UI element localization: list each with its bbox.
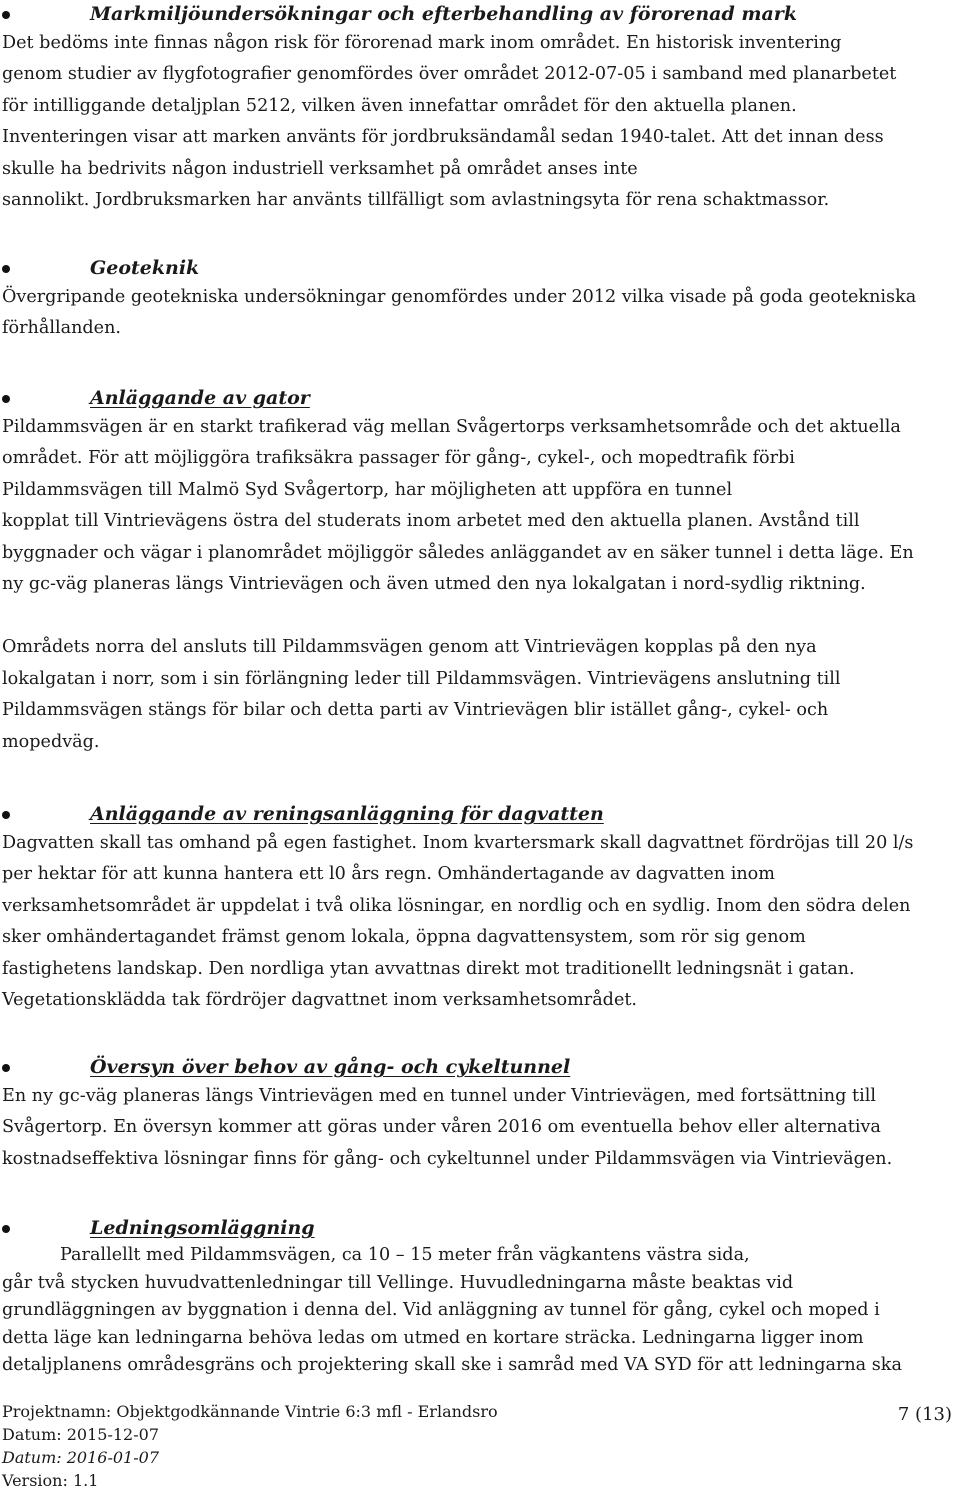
paragraph xyxy=(0,1081,960,1175)
footer-project: Projektnamn: Objektgodkännande Vintrie 6:3 mfl - Erlandsro xyxy=(2,1402,498,1421)
bullet-icon xyxy=(2,1064,10,1072)
text-line: går två stycken huvudvattenledningar till Vellinge. Huvudledningarna måste beaktas vid xyxy=(2,1272,794,1293)
text-line: grundläggningen av byggnation i denna del. Vid anläggning av tunnel för gång, cykel och moped i xyxy=(2,1300,880,1320)
section-gator xyxy=(0,384,960,758)
text-line: Dagvatten skall tas omhand på egen fastighet. Inom kvartersmark skall dagvattnet fördröjas till 20 l/s xyxy=(2,833,914,853)
section-heading xyxy=(0,800,960,828)
text-line: Pildammsvägen till Malmö Syd Svågertorp, har möjligheten att uppföra en tunnel xyxy=(2,479,733,500)
text-line: Övergripande geotekniska undersökningar genomfördes under 2012 vilka visade på goda geotekniska xyxy=(2,287,917,307)
heading-text: Geoteknik xyxy=(90,257,200,279)
paragraph xyxy=(0,412,960,600)
footer-date-revised: Datum: 2016-01-07 xyxy=(2,1448,159,1467)
text-line: detaljplanens områdesgräns och projektering skall ske i samråd med VA SYD för att ledningarna ska xyxy=(2,1355,902,1375)
text-line: Det bedöms inte finnas någon risk för förorenad mark inom området. En historisk inventering xyxy=(2,33,842,53)
text-line: Pildammsvägen stängs för bilar och detta parti av Vintrievägen blir istället gång-, cykel- och xyxy=(2,700,829,721)
text-line: byggnader och vägar i planområdet möjliggör således anläggandet av en säker tunnel i detta läge. En xyxy=(2,542,914,563)
text-line: En ny gc-väg planeras längs Vintrievägen med en tunnel under Vintrievägen, med fortsättning till xyxy=(2,1086,876,1106)
text-line: kostnadseffektiva lösningar finns för gång- och cykeltunnel under Pildammsvägen via Vintrievägen. xyxy=(2,1148,893,1169)
text-line: Svågertorp. En översyn kommer att göras under våren 2016 om eventuella behov eller alternativa xyxy=(2,1117,881,1138)
text-line: Vegetationsklädda tak fördröjer dagvattnet inom verksamhetsområdet. xyxy=(2,990,638,1011)
section-heading xyxy=(0,254,960,282)
text-line: skulle ha bedrivits någon industriell verksamhet på området anses inte xyxy=(2,158,638,179)
text-line: lokalgatan i norr, som i sin förlängning leder till Pildammsvägen. Vintrievägens anslutning till xyxy=(2,668,841,689)
heading-text: Ledningsomläggning xyxy=(90,1217,315,1239)
text-line: kopplat till Vintrievägens östra del studerats inom arbetet med den aktuella planen. Avstånd till xyxy=(2,511,860,532)
bullet-icon xyxy=(2,811,10,819)
text-line: sker omhändertagandet främst genom lokala, öppna dagvattensystem, som rör sig genom xyxy=(2,927,806,948)
paragraph xyxy=(0,28,960,216)
section-heading xyxy=(0,1214,960,1242)
paragraph xyxy=(0,282,960,345)
paragraph xyxy=(0,1242,960,1380)
footer-version: Version: 1.1 xyxy=(2,1471,99,1490)
text-line: Inventeringen visar att marken använts för jordbruksändamål sedan 1940-talet. Att det innan dess xyxy=(2,127,884,148)
section-heading xyxy=(0,384,960,412)
heading-text: Markmiljöundersökningar och efterbehandling av förorenad mark xyxy=(90,3,797,25)
text-line: ny gc-väg planeras längs Vintrievägen och även utmed den nya lokalgatan i nord-sydlig riktning. xyxy=(2,574,866,595)
section-tunnel xyxy=(0,1053,960,1175)
paragraph xyxy=(0,828,960,1016)
section-ledningar xyxy=(0,1214,960,1380)
text-line: genom studier av flygfotografier genomfördes över området 2012-07-05 i samband med planarbetet xyxy=(2,64,897,85)
text-line: mopedväg. xyxy=(2,731,100,752)
page-number: 7 (13) xyxy=(897,1404,952,1425)
page-footer xyxy=(2,1400,498,1492)
text-line: detta läge kan ledningarna behöva ledas om utmed en kortare sträcka. Ledningarna ligger inom xyxy=(2,1327,864,1348)
text-line: Parallellt med Pildammsvägen, ca 10 – 15 meter från vägkantens västra sida, xyxy=(60,1245,750,1265)
text-line: området. För att möjliggöra trafiksäkra passager för gång-, cykel-, och mopedtrafik förbi xyxy=(2,448,795,469)
bullet-icon xyxy=(2,265,10,273)
bullet-icon xyxy=(2,11,10,19)
heading-text: Anläggande av gator xyxy=(90,387,310,409)
text-line: Pildammsvägen är en starkt trafikerad väg mellan Svågertorps verksamhetsområde och det aktuella xyxy=(2,417,901,437)
heading-text: Översyn över behov av gång- och cykeltunnel xyxy=(90,1056,571,1078)
text-line: Områdets norra del ansluts till Pildammsvägen genom att Vintrievägen kopplas på den nya xyxy=(2,637,817,658)
text-line: för intilliggande detaljplan 5212, vilken även innefattar området för den aktuella planen. xyxy=(2,95,797,116)
section-heading xyxy=(0,1053,960,1081)
text-line: verksamhetsområdet är uppdelat i två olika lösningar, en nordlig och en sydlig. Inom den södra delen xyxy=(2,895,911,916)
section-heading xyxy=(0,0,960,28)
section-geoteknik xyxy=(0,254,960,345)
text-line: sannolikt. Jordbruksmarken har använts tillfälligt som avlastningsyta för rena schaktmassor. xyxy=(2,190,830,211)
text-line: fastighetens landskap. Den nordliga ytan avvattnas direkt mot traditionellt ledningsnät i gatan. xyxy=(2,958,855,979)
section-dagvatten xyxy=(0,800,960,1016)
footer-date: Datum: 2015-12-07 xyxy=(2,1425,159,1444)
bullet-icon xyxy=(2,395,10,403)
paragraph xyxy=(0,632,960,758)
text-line: förhållanden. xyxy=(2,318,122,339)
heading-text: Anläggande av reningsanläggning för dagvatten xyxy=(90,803,604,825)
text-line: per hektar för att kunna hantera ett l0 års regn. Omhändertagande av dagvatten inom xyxy=(2,864,775,885)
section-markmiljo xyxy=(0,0,960,216)
bullet-icon xyxy=(2,1225,10,1233)
